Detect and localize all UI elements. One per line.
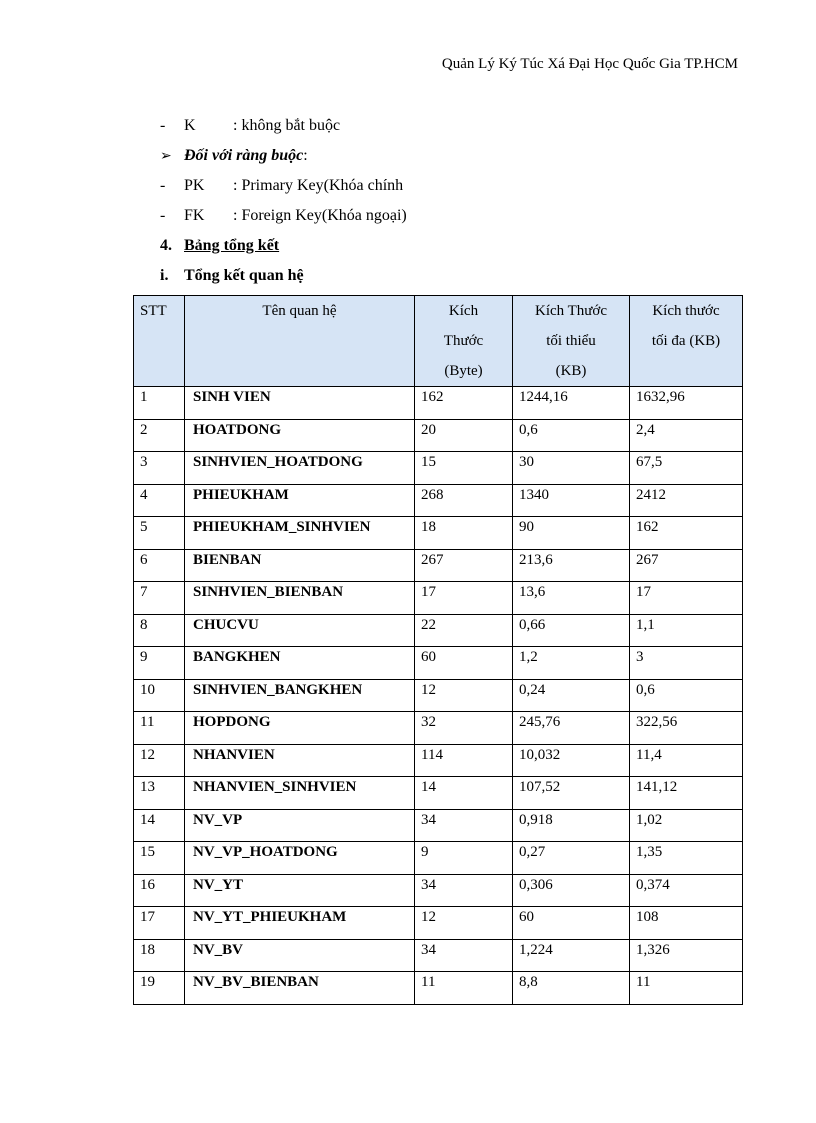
cell-size: 267 <box>415 549 513 582</box>
cell-size: 18 <box>415 517 513 550</box>
table-row <box>134 419 743 452</box>
table-row <box>134 387 743 420</box>
table-row <box>134 777 743 810</box>
cell-stt: 3 <box>134 452 185 485</box>
cell-size: 11 <box>415 972 513 1005</box>
section-number: 4. <box>160 237 172 254</box>
cell-min: 10,032 <box>513 744 630 777</box>
cell-name: CHUCVU <box>185 614 415 647</box>
cell-stt: 17 <box>134 907 185 940</box>
subsection-number: i. <box>160 267 169 284</box>
cell-name: PHIEUKHAM <box>185 484 415 517</box>
cell-stt: 11 <box>134 712 185 745</box>
cell-max: 1,326 <box>630 939 743 972</box>
cell-size: 114 <box>415 744 513 777</box>
cell-name: NV_VP <box>185 809 415 842</box>
cell-stt: 10 <box>134 679 185 712</box>
header-min-line: Kích Thước <box>534 303 608 319</box>
cell-stt: 19 <box>134 972 185 1005</box>
cell-name: SINHVIEN_BIENBAN <box>185 582 415 615</box>
cell-min: 30 <box>513 452 630 485</box>
table-row <box>134 517 743 550</box>
header-size-line: Kích <box>448 303 479 319</box>
cell-max: 0,6 <box>630 679 743 712</box>
cell-min: 107,52 <box>513 777 630 810</box>
cell-min: 60 <box>513 907 630 940</box>
legend-key: FK <box>184 207 205 224</box>
cell-min: 1,224 <box>513 939 630 972</box>
cell-stt: 15 <box>134 842 185 875</box>
header-max-size <box>630 296 743 387</box>
cell-stt: 14 <box>134 809 185 842</box>
cell-size: 32 <box>415 712 513 745</box>
cell-max: 108 <box>630 907 743 940</box>
table-row <box>134 549 743 582</box>
cell-max: 1,1 <box>630 614 743 647</box>
cell-max: 162 <box>630 517 743 550</box>
table-row <box>134 484 743 517</box>
cell-name: SINH VIEN <box>185 387 415 420</box>
table-row <box>134 582 743 615</box>
table-row <box>134 679 743 712</box>
cell-stt: 1 <box>134 387 185 420</box>
header-min-size <box>513 296 630 387</box>
cell-min: 1244,16 <box>513 387 630 420</box>
header-max-line: tối đa (KB) <box>651 333 721 349</box>
constraint-heading <box>160 147 308 165</box>
legend-key: K <box>184 117 196 134</box>
table-row <box>134 647 743 680</box>
cell-min: 1340 <box>513 484 630 517</box>
cell-name: NHANVIEN_SINHVIEN <box>185 777 415 810</box>
header-name: Tên quan hệ <box>185 296 415 387</box>
cell-size: 60 <box>415 647 513 680</box>
cell-name: BANGKHEN <box>185 647 415 680</box>
cell-max: 1,02 <box>630 809 743 842</box>
cell-min: 0,27 <box>513 842 630 875</box>
cell-size: 12 <box>415 679 513 712</box>
cell-size: 34 <box>415 809 513 842</box>
cell-min: 8,8 <box>513 972 630 1005</box>
cell-max: 141,12 <box>630 777 743 810</box>
cell-size: 14 <box>415 777 513 810</box>
cell-max: 11 <box>630 972 743 1005</box>
constraint-colon: : <box>303 147 308 164</box>
page-header: Quản Lý Ký Túc Xá Đại Học Quốc Gia TP.HCM <box>441 56 738 72</box>
cell-max: 1632,96 <box>630 387 743 420</box>
cell-stt: 7 <box>134 582 185 615</box>
cell-stt: 5 <box>134 517 185 550</box>
cell-name: SINHVIEN_HOATDONG <box>185 452 415 485</box>
cell-max: 67,5 <box>630 452 743 485</box>
table-row <box>134 907 743 940</box>
cell-max: 2,4 <box>630 419 743 452</box>
cell-size: 34 <box>415 874 513 907</box>
table-row <box>134 614 743 647</box>
header-min-line: tối thiểu <box>546 333 596 349</box>
cell-stt: 12 <box>134 744 185 777</box>
cell-max: 322,56 <box>630 712 743 745</box>
cell-size: 9 <box>415 842 513 875</box>
cell-min: 1,2 <box>513 647 630 680</box>
legend-key: PK <box>184 177 205 194</box>
legend-desc: : Primary Key(Khóa chính <box>233 177 404 194</box>
cell-min: 90 <box>513 517 630 550</box>
legend-desc: : Foreign Key(Khóa ngoại) <box>233 207 407 224</box>
cell-stt: 2 <box>134 419 185 452</box>
header-stt: STT <box>134 296 185 387</box>
cell-stt: 4 <box>134 484 185 517</box>
cell-max: 3 <box>630 647 743 680</box>
cell-name: HOATDONG <box>185 419 415 452</box>
cell-name: HOPDONG <box>185 712 415 745</box>
dash-bullet: - <box>160 207 166 224</box>
header-size-line: Thước <box>443 333 484 349</box>
table-header-row <box>134 296 743 387</box>
subsection-title: Tổng kết quan hệ <box>184 267 304 284</box>
table-row <box>134 744 743 777</box>
cell-min: 13,6 <box>513 582 630 615</box>
dash-bullet: - <box>160 117 166 134</box>
cell-name: NV_VP_HOATDONG <box>185 842 415 875</box>
table-row <box>134 939 743 972</box>
table-row <box>134 712 743 745</box>
cell-min: 0,6 <box>513 419 630 452</box>
header-min-line: (KB) <box>555 363 587 379</box>
cell-stt: 8 <box>134 614 185 647</box>
cell-min: 245,76 <box>513 712 630 745</box>
section-heading <box>160 237 279 255</box>
header-size <box>415 296 513 387</box>
arrow-bullet-icon: ➢ <box>160 149 172 164</box>
constraint-heading-text: Đối với ràng buộc <box>184 147 304 164</box>
cell-max: 2412 <box>630 484 743 517</box>
cell-max: 11,4 <box>630 744 743 777</box>
cell-name: NV_YT <box>185 874 415 907</box>
subsection-heading <box>160 267 304 285</box>
table-row <box>134 452 743 485</box>
header-size-line: (Byte) <box>444 363 483 379</box>
cell-max: 17 <box>630 582 743 615</box>
cell-max: 0,374 <box>630 874 743 907</box>
cell-min: 0,306 <box>513 874 630 907</box>
section-title: Bảng tổng kết <box>184 237 280 254</box>
cell-name: BIENBAN <box>185 549 415 582</box>
cell-stt: 13 <box>134 777 185 810</box>
cell-min: 0,66 <box>513 614 630 647</box>
cell-name: SINHVIEN_BANGKHEN <box>185 679 415 712</box>
cell-min: 0,24 <box>513 679 630 712</box>
legend-k <box>160 117 340 135</box>
legend-desc: : không bắt buộc <box>233 117 341 134</box>
cell-size: 34 <box>415 939 513 972</box>
cell-stt: 16 <box>134 874 185 907</box>
cell-min: 213,6 <box>513 549 630 582</box>
table-row <box>134 842 743 875</box>
cell-min: 0,918 <box>513 809 630 842</box>
cell-size: 162 <box>415 387 513 420</box>
cell-stt: 6 <box>134 549 185 582</box>
cell-name: NHANVIEN <box>185 744 415 777</box>
cell-size: 17 <box>415 582 513 615</box>
cell-size: 12 <box>415 907 513 940</box>
table-row <box>134 809 743 842</box>
table-row <box>134 874 743 907</box>
cell-name: NV_BV_BIENBAN <box>185 972 415 1005</box>
cell-stt: 18 <box>134 939 185 972</box>
cell-max: 267 <box>630 549 743 582</box>
cell-name: NV_YT_PHIEUKHAM <box>185 907 415 940</box>
cell-max: 1,35 <box>630 842 743 875</box>
cell-size: 15 <box>415 452 513 485</box>
cell-size: 20 <box>415 419 513 452</box>
legend-fk <box>160 207 407 225</box>
cell-name: NV_BV <box>185 939 415 972</box>
header-max-line: Kích thước <box>652 303 720 319</box>
legend-pk <box>160 177 403 195</box>
cell-name: PHIEUKHAM_SINHVIEN <box>185 517 415 550</box>
dash-bullet: - <box>160 177 166 194</box>
cell-size: 22 <box>415 614 513 647</box>
cell-size: 268 <box>415 484 513 517</box>
relations-summary-table <box>133 295 743 1005</box>
table-row <box>134 972 743 1005</box>
cell-stt: 9 <box>134 647 185 680</box>
